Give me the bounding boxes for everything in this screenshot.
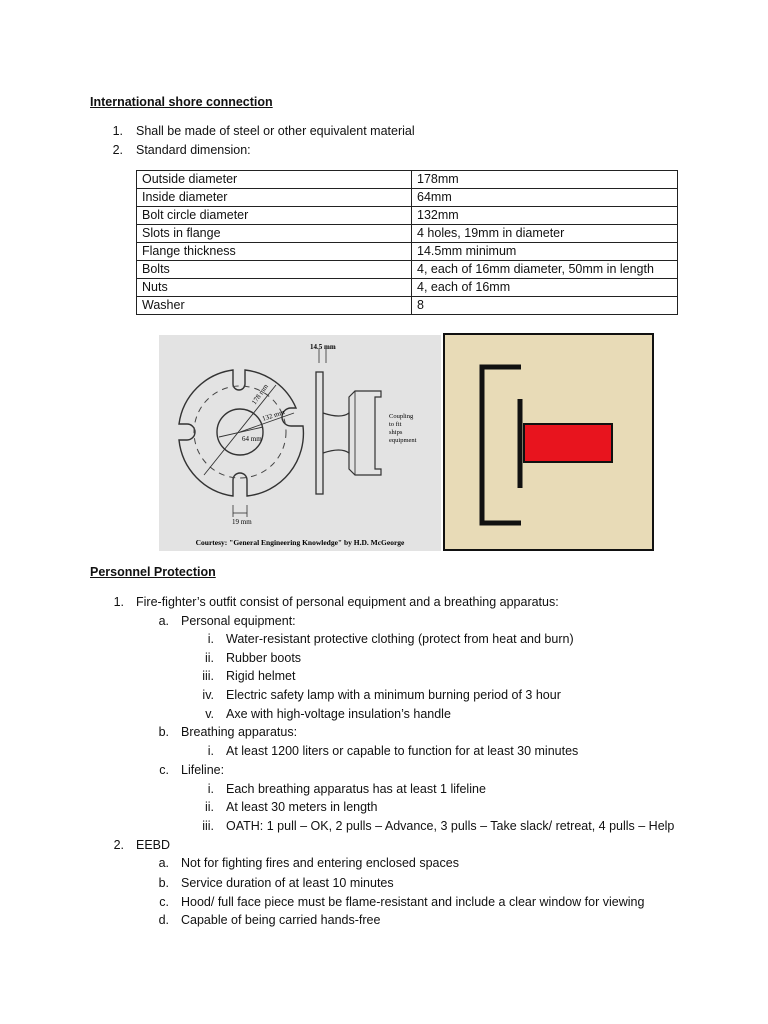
list-text: Not for fighting fires and entering enclosed spaces: [181, 856, 459, 870]
flange-diagram: [159, 335, 441, 551]
table-row: Flange thickness 14.5mm minimum: [137, 243, 678, 261]
dimension-table: [136, 170, 678, 315]
table-row: Nuts 4, each of 16mm: [137, 279, 678, 297]
pipe-body: [323, 413, 349, 453]
bolt-circle-label: 132 mm: [261, 408, 286, 423]
svg-text:to fit: to fit: [389, 421, 402, 428]
section-title-personnel-protection: Personnel Protection: [90, 565, 216, 579]
list-text: Water-resistant protective clothing (protect from heat and burn): [226, 632, 574, 646]
list-marker: iv.: [202, 688, 214, 702]
list-text: Hood/ full face piece must be flame-resistant and include a clear window for viewing: [181, 895, 645, 909]
list-text: Breathing apparatus:: [181, 725, 298, 739]
list-text: Electric safety lamp with a minimum burning period of 3 hour: [226, 688, 561, 702]
table-row: Slots in flange 4 holes, 19mm in diameter: [137, 225, 678, 243]
list-marker: iii.: [202, 669, 214, 683]
document-page: International shore connection 1. Shall be made of steel or other equivalent material 2. Standard dimension: Outside diameter 178mm Inside diameter 64mm Bolt circle diameter 132mm Slots in flange 4 holes, 19mm in diameter Flange thickness 14.5mm minimum Bolts 4, each of 16mm diameter, 50mm in length Nuts 4, each of 16mm Washer 8 178 mm 132 mm 64 mm 19 mm 14.5 mm Coupling to fit ships equipment Courtesy: "General Engineering Knowledge" by H.D. McGeorge Personnel Protection 1. Fire-fighter’s outfit consist of personal equipment and a breathing apparatus: a. Personal equipment: i. Water-resistant protective clothing (protect from heat and burn) ii. Rubber boots iii. Rigid helmet iv. Electric safety lamp with a minimum burning period of 3 hour v. Axe with high-voltage insulation’s handle b. Breathing apparatus: i. At least 1200 liters or capable to function for at least 30 minutes c. Lifeline: i. Each breathing apparatus has at least 1 lifeline ii. At least 30 meters in length iii. OATH: 1 pull – OK, 2 pulls – Advance, 3 pulls – Take slack/ retreat, 4 pulls – Help 2. EEBD a. Not for fighting fires and entering enclosed spaces b. Service duration of at least 10 minutes c. Hood/ full face piece must be flame-resistant and include a clear window for viewing d. Capable of being carried hands-free: [0, 0, 768, 1024]
shore-connection-symbol: [443, 333, 654, 551]
list-text: Service duration of at least 10 minutes: [181, 876, 394, 890]
list-marker: i.: [207, 782, 214, 796]
inner-diameter-label: 64 mm: [242, 435, 262, 443]
list-marker: i.: [207, 632, 214, 646]
symbol-red-block: [524, 424, 612, 462]
list-text: Rigid helmet: [226, 669, 296, 683]
list-text: At least 1200 liters or capable to function for at least 30 minutes: [226, 744, 579, 758]
list-text: Axe with high-voltage insulation’s handle: [226, 707, 451, 721]
flange-plate-side: [316, 372, 323, 494]
figure-caption: Courtesy: "General Engineering Knowledge" by H.D. McGeorge: [195, 538, 405, 547]
coupling: [349, 391, 381, 475]
list-marker: c.: [159, 763, 169, 777]
list-text: Fire-fighter’s outfit consist of personal equipment and a breathing apparatus:: [136, 595, 559, 609]
table-row: Washer 8: [137, 297, 678, 315]
symbol-graphic: [445, 335, 652, 549]
flange-outline: [179, 370, 303, 496]
list-text: Personal equipment:: [181, 614, 296, 628]
list-marker: v.: [205, 707, 214, 721]
table-row: Outside diameter 178mm: [137, 171, 678, 189]
list-marker: ii.: [204, 800, 214, 814]
list-marker: d.: [158, 913, 169, 927]
list-marker: 2.: [113, 838, 124, 852]
list-marker: a.: [158, 614, 169, 628]
list-text: Capable of being carried hands-free: [181, 913, 381, 927]
outer-diameter-label: 178 mm: [250, 382, 270, 407]
list-marker: iii.: [202, 819, 214, 833]
list-marker: 1.: [113, 595, 124, 609]
list-text: Lifeline:: [181, 763, 225, 777]
coupling-label: Coupling: [389, 413, 414, 420]
list-marker: ii.: [204, 651, 214, 665]
list-text: At least 30 meters in length: [226, 800, 378, 814]
list-text: Each breathing apparatus has at least 1 lifeline: [226, 782, 486, 796]
table-row: Bolt circle diameter 132mm: [137, 207, 678, 225]
list-text: EEBD: [136, 838, 171, 852]
list-text: OATH: 1 pull – OK, 2 pulls – Advance, 3 pulls – Take slack/ retreat, 4 pulls – Help: [226, 819, 675, 833]
outer-dim-line: [204, 385, 276, 475]
list-marker: b.: [158, 876, 169, 890]
symbol-bracket: [482, 367, 521, 523]
table-row: Bolts 4, each of 16mm diameter, 50mm in length: [137, 261, 678, 279]
shore-connection-drawing: [159, 335, 441, 551]
list-marker: i.: [207, 744, 214, 758]
svg-text:equipment: equipment: [389, 437, 417, 444]
list-marker: c.: [159, 895, 169, 909]
table-row: Inside diameter 64mm: [137, 189, 678, 207]
list-text: Rubber boots: [226, 651, 302, 665]
list-marker: b.: [158, 725, 169, 739]
thickness-label: 14.5 mm: [310, 343, 336, 351]
slot-width-label: 19 mm: [232, 518, 252, 526]
list-marker: a.: [158, 856, 169, 870]
svg-text:ships: ships: [389, 429, 403, 436]
section-title-shore-connection: International shore connection: [90, 95, 273, 109]
